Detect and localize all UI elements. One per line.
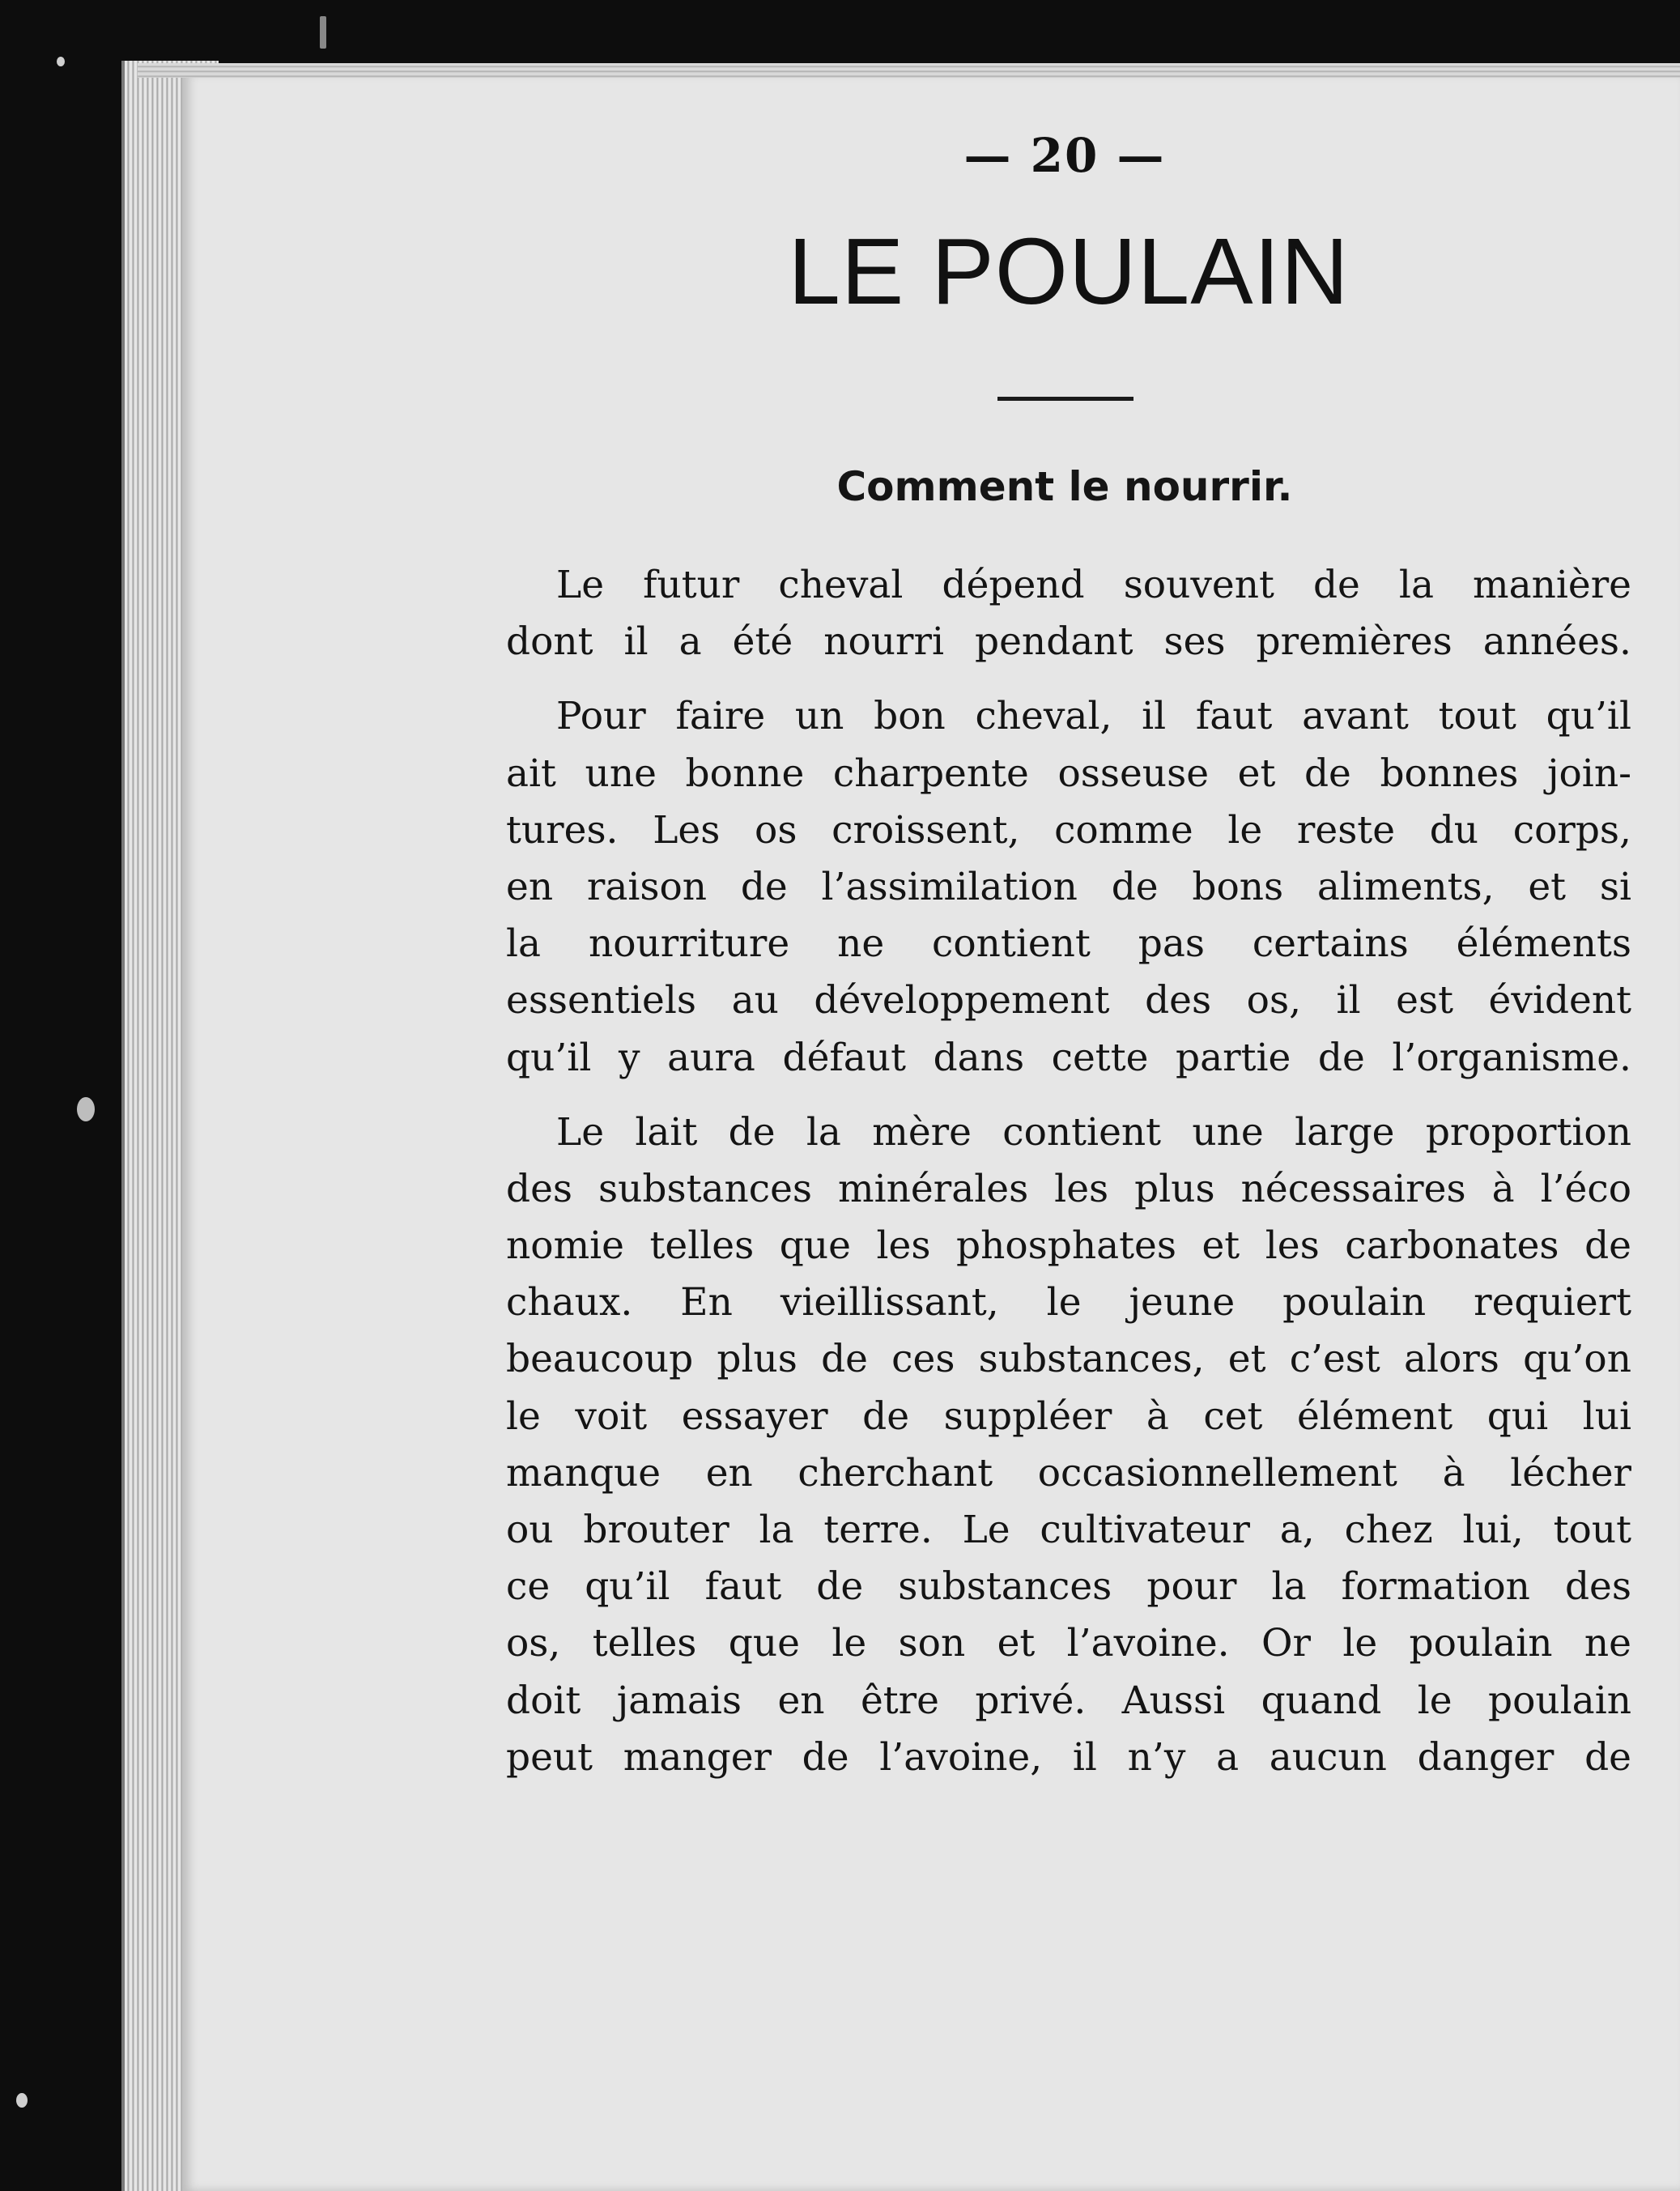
chapter-title: LE POULAIN (788, 219, 1350, 324)
page-number: — 20 — (963, 128, 1166, 183)
text-line: Pour faire un bon cheval, il faut avant tout qu’il (556, 694, 1631, 739)
text-line: le voit essayer de suppléer à cet élément qui lui (506, 1393, 1631, 1439)
page-top-edges (138, 63, 1680, 78)
text-line: ce qu’il faut de substances pour la formation des (506, 1564, 1631, 1610)
text-line: ou brouter la terre. Le cultivateur a, chez lui, tout (506, 1508, 1631, 1552)
paragraph (506, 1104, 1631, 1786)
title-rule (997, 397, 1133, 401)
text-line: peut manger de l’avoine, il n’y a aucun danger de (506, 1734, 1631, 1780)
text-line: doit jamais en être privé. Aussi quand le poulain (506, 1678, 1631, 1723)
scan-speck (57, 57, 65, 66)
scan-speck (77, 1097, 95, 1121)
body-text (506, 557, 1631, 1804)
text-line: qu’il y aura défaut dans cette partie de l’organisme. (506, 1035, 1631, 1080)
text-line: os, telles que le son et l’avoine. Or le poulain ne (506, 1621, 1631, 1666)
text-line: Le lait de la mère contient une large proportion (556, 1109, 1631, 1155)
text-line: beaucoup plus de ces substances, et c’est alors qu’on (506, 1337, 1631, 1382)
text-line: nomie telles que les phosphates et les carbonates de (506, 1223, 1631, 1269)
text-line: en raison de l’assimilation de bons aliments, et si (506, 864, 1631, 909)
text-line: Le futur cheval dépend souvent de la manière (556, 563, 1631, 607)
scan-speck (16, 2093, 28, 2108)
scan-speck (320, 16, 326, 49)
text-line: tures. Les os croissent, comme le reste du corps, (506, 807, 1631, 853)
text-line: manque en cherchant occasionnellement à lécher (506, 1450, 1631, 1495)
paragraph (506, 688, 1631, 1086)
paragraph (506, 557, 1631, 670)
section-heading: Comment le nourrir. (836, 463, 1293, 510)
text-line: la nourriture ne contient pas certains éléments (506, 921, 1631, 967)
text-line: chaux. En vieillissant, le jeune poulain requiert (506, 1280, 1631, 1325)
text-line: ait une bonne charpente osseuse et de bonnes join- (506, 751, 1631, 796)
text-line: essentiels au développement des os, il est évident (506, 978, 1631, 1023)
text-line: dont il a été nourri pendant ses premières années. (506, 619, 1631, 665)
text-line: des substances minérales les plus nécessaires à l’éco (506, 1166, 1631, 1211)
